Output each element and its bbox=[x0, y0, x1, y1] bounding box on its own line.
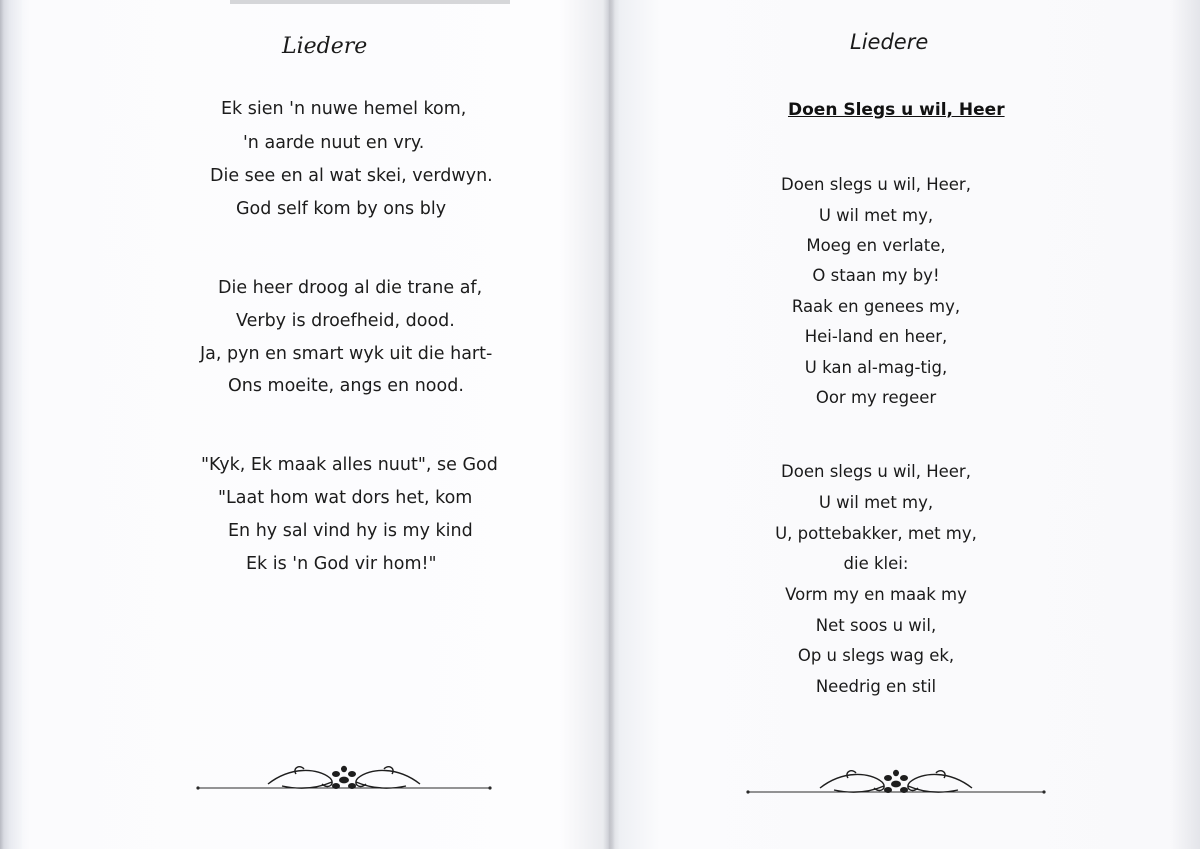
verse-line: U wil met my, bbox=[818, 206, 934, 225]
verse-line: Ek is 'n God vir hom!" bbox=[246, 554, 437, 574]
verse-line: Doen slegs u wil, Heer, bbox=[781, 462, 971, 481]
verse-line: Op u slegs wag ek, bbox=[797, 646, 955, 665]
verse-line: Net soos u wil, bbox=[815, 616, 937, 635]
ornament-divider bbox=[746, 762, 1046, 802]
verse-line: Moeg en verlate, bbox=[806, 236, 946, 255]
verse-line: die klei: bbox=[843, 554, 909, 573]
verse-line: Ons moeite, angs en nood. bbox=[228, 376, 464, 396]
verse-line: Die heer droog al die trane af, bbox=[218, 278, 483, 298]
verse-line: Die see en al wat skei, verdwyn. bbox=[210, 166, 493, 186]
song-title: Doen Slegs u wil, Heer bbox=[788, 100, 1005, 120]
verse-line: Oor my regeer bbox=[815, 388, 937, 407]
verse-line: Ek sien 'n nuwe hemel kom, bbox=[221, 99, 467, 119]
verse-line: Hei-land en heer, bbox=[804, 327, 948, 346]
right-page bbox=[612, 0, 1200, 849]
verse-line: U, pottebakker, met my, bbox=[775, 524, 977, 543]
verse-line: God self kom by ons bly bbox=[236, 199, 447, 219]
verse-line: En hy sal vind hy is my kind bbox=[228, 521, 473, 541]
verse-line: Vorm my en maak my bbox=[785, 585, 967, 604]
top-shadow bbox=[230, 0, 510, 4]
right-page-title: Liedere bbox=[850, 30, 929, 54]
verse-line: Ja, pyn en smart wyk uit die hart- bbox=[200, 344, 493, 364]
verse-line: Doen slegs u wil, Heer, bbox=[781, 175, 971, 194]
verse-line: "Kyk, Ek maak alles nuut", se God bbox=[201, 455, 498, 475]
left-page-title: Liedere bbox=[282, 34, 368, 59]
verse-line: 'n aarde nuut en vry. bbox=[243, 133, 425, 153]
page-edge bbox=[0, 0, 22, 849]
verse-line: "Laat hom wat dors het, kom bbox=[218, 488, 473, 508]
verse-line: O staan my by! bbox=[812, 266, 940, 285]
verse-line: Verby is droefheid, dood. bbox=[236, 311, 455, 331]
verse-line: Needrig en stil bbox=[815, 677, 937, 696]
verse-line: Raak en genees my, bbox=[791, 297, 961, 316]
verse-line: U wil met my, bbox=[818, 493, 934, 512]
ornament-divider bbox=[196, 760, 492, 800]
verse-line: U kan al-mag-tig, bbox=[804, 358, 948, 377]
